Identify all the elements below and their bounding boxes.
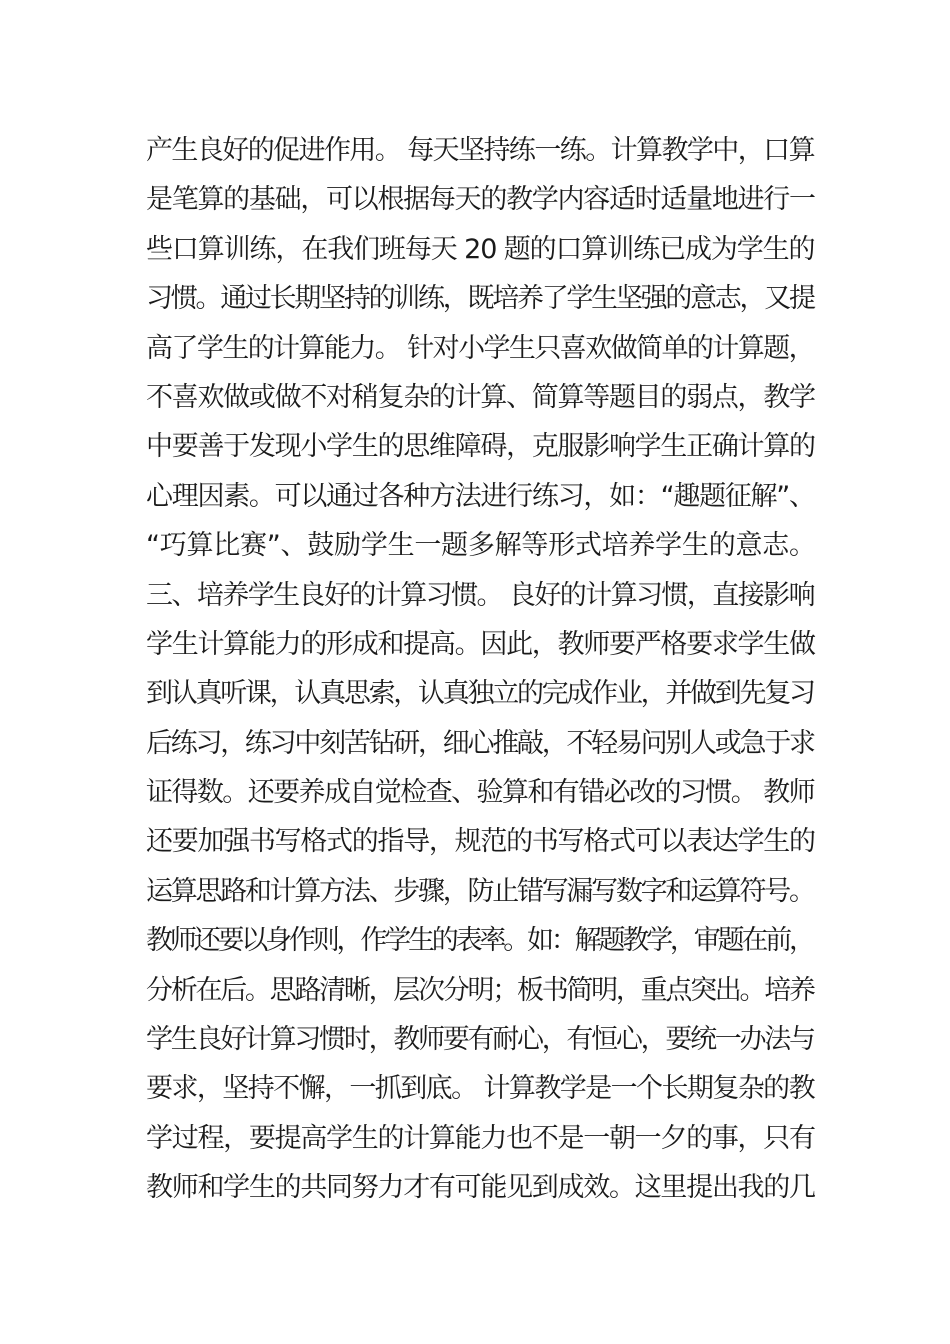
text-line: 高了学生的计算能力。 针对小学生只喜欢做简单的计算题， [146,332,815,364]
text-line: 是笔算的基础，可以根据每天的教学内容适时适量地进行一 [146,184,815,216]
text-line: 三、培养学生良好的计算习惯。 良好的计算习惯，直接影响 [146,579,815,611]
text-line: 到认真听课，认真思索，认真独立的完成作业，并做到先复习 [146,678,814,710]
text-line: 学生计算能力的形成和提高。因此，教师要严格要求学生做 [146,628,815,660]
text-line: 要求，坚持不懈，一抓到底。 计算教学是一个长期复杂的教 [146,1073,815,1105]
text-line: 还要加强书写格式的指导，规范的书写格式可以表达学生的 [146,826,815,858]
text-line: 教师和学生的共同努力才有可能见到成效。这里提出我的几 [146,1172,815,1204]
text-line: 后练习，练习中刻苦钻研，细心推敲，不轻易问别人或急于求 [146,727,814,759]
text-line: 些口算训练，在我们班每天 20 题的口算训练已成为学生的 [146,233,815,265]
text-line: 分析在后。思路清晰，层次分明；板书简明，重点突出。培养 [146,974,814,1006]
text-line: 证得数。还要养成自觉检查、验算和有错必改的习惯。 教师 [146,777,815,809]
text-line: 习惯。通过长期坚持的训练，既培养了学生坚强的意志，又提 [146,283,814,315]
text-line: 产生良好的促进作用。 每天坚持练一练。计算教学中，口算 [146,135,815,166]
text-line: “巧算比赛”、鼓励学生一题多解等形式培养学生的意志。 [146,530,816,562]
text-line: 教师还要以身作则，作学生的表率。如：解题教学，审题在前， [146,925,813,957]
text-line: 运算思路和计算方法、步骤，防止错写漏写数字和运算符号。 [146,875,814,907]
text-line: 学过程，要提高学生的计算能力也不是一朝一夕的事，只有 [146,1122,815,1154]
text-line: 学生良好计算习惯时，教师要有耐心，有恒心，要统一办法与 [146,1024,814,1056]
text-line: 不喜欢做或做不对稍复杂的计算、简算等题目的弱点，教学 [146,381,815,413]
body-text [146,126,816,1213]
text-line: 心理因素。可以通过各种方法进行练习，如：“趣题征解”、 [146,480,815,512]
text-line: 中要善于发现小学生的思维障碍，克服影响学生正确计算的 [146,431,815,463]
